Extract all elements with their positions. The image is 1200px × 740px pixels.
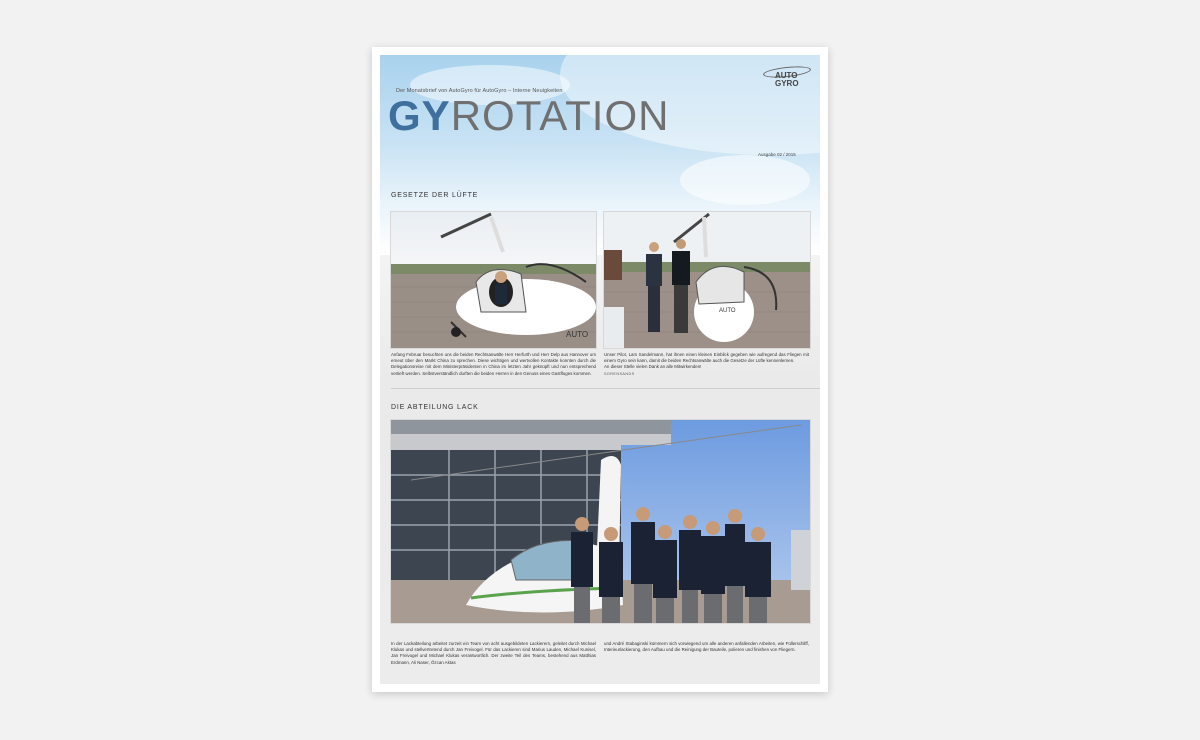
section-divider: [391, 388, 820, 389]
caption-lack-left: In der Lackabteilung arbeitet zurzeit ein Team von acht ausgebildeten Lackierern, geleitet durch Michael Klukas und stellvertretend durch Jan Freivogel. Für das Lackieren sind Marius Lauden, Michael Kunisel, Jan Freivogel und Michael Klukas verantwortlich. Der zweite Teil des Teams, bestehend aus Matthias Erdmann, Ali Naser, Özcan Aktas: [391, 641, 596, 665]
caption-gesetze-right-text: Unser Pilot, Lars Sandelmann, hat ihnen einen kleinen Einblick gegeben wie aufregend das Fliegen mit einem Gyro sein kann, damit die beiden Rechtsanwälte auch die Gesetze der Lüfte kennenlernen.: [604, 352, 809, 364]
section-heading-lack: DIE ABTEILUNG LACK: [391, 404, 479, 411]
photo-gyro-cockpit: [390, 211, 597, 349]
title-part-gy: GY: [388, 92, 451, 139]
newsletter-page: [380, 55, 820, 684]
caption-gesetze-thanks: An dieser Stelle vielen Dank an alle Mitwirkenden!: [604, 364, 702, 370]
caption-gesetze-right: [604, 352, 809, 377]
photo-lawyers-with-gyro: [603, 211, 811, 349]
newsletter-title: [388, 93, 669, 139]
photo-paint-team: [390, 419, 811, 624]
newsletter-tagline: Der Monatsbrief von AutoGyro für AutoGyro – Interne Neuigkeiten: [396, 88, 563, 94]
issue-number: Ausgabe 02 / 2015: [758, 152, 796, 157]
caption-lack-right: und André Stabaginski kümmern sich vorwiegend um alle anderen anfallenden Arbeiten, wie Füllerschliff, Interieurlackierung, den Aufbau und die Reinigung der Bauteile, polieren und finishen von Fliegern.: [604, 641, 809, 653]
svg-text:AUTO: AUTO: [566, 330, 589, 339]
caption-gesetze-left: Anfang Februar besuchten uns die beiden Rechtsanwälte Herr Herfurth und Herr Delp aus Hannover um erneut über den Markt China zu sprechen. Diese wichtigen und wertvollen Kontakte konnten durch die Delegationsreise mit dem Ministerpräsidenten in China im letzten Jahr geknüpft und nun entsprechend vertieft werden. Selbstverständlich durften die beiden Herren in den Genuss eines Gastfluges kommen.: [391, 352, 596, 376]
logo-text-gyro: GYRO: [775, 79, 799, 88]
newsletter-sheet: [372, 47, 828, 692]
svg-text:AUTO: AUTO: [719, 308, 736, 314]
cloud-decoration: [680, 155, 810, 205]
caption-signature: SORENSANDS: [604, 371, 635, 376]
logo-text-auto: AUTO: [775, 71, 798, 80]
section-heading-gesetze: GESETZE DER LÜFTE: [391, 192, 479, 199]
autogyro-logo: [763, 67, 813, 89]
title-part-rotation: ROTATION: [450, 92, 670, 139]
